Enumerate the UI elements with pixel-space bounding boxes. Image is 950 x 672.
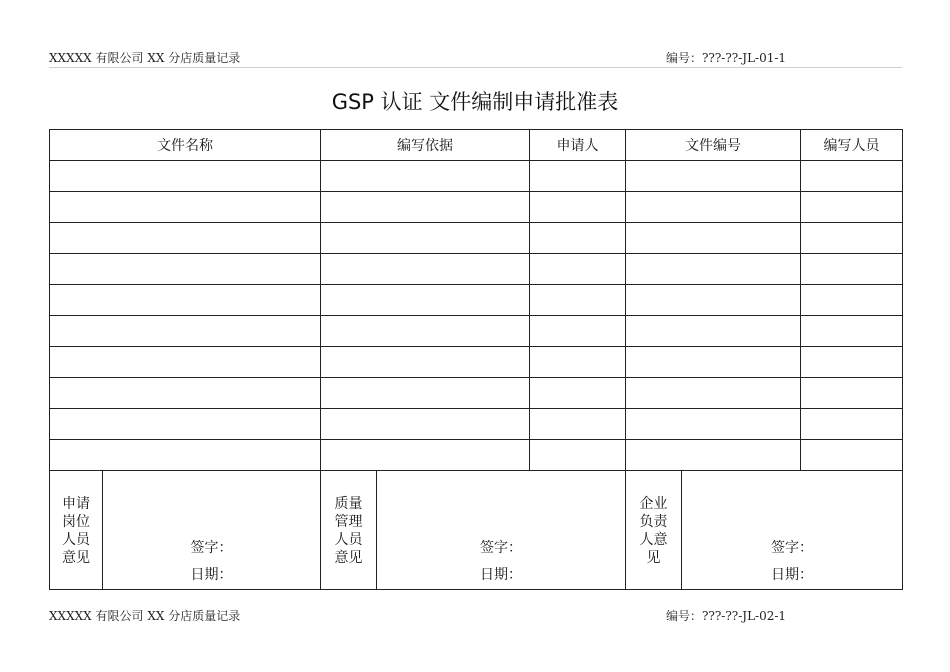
label-line: 企业 xyxy=(639,496,668,512)
applicant-cell[interactable] xyxy=(530,347,626,378)
header-record-number: 编号：???-??-JL-01-1 xyxy=(666,51,787,65)
approval-area-quality[interactable] xyxy=(377,471,626,590)
author-cell[interactable] xyxy=(801,409,903,440)
applicant-cell[interactable] xyxy=(530,378,626,409)
footer-record-number: 编号：???-??-JL-02-1 xyxy=(666,609,787,623)
author-cell[interactable] xyxy=(801,254,903,285)
table-row xyxy=(50,409,903,440)
approval-label-applicant xyxy=(50,471,103,590)
col-header-basis: 编写依据 xyxy=(321,130,530,161)
document-number-cell[interactable] xyxy=(626,378,801,409)
label-line: 意见 xyxy=(334,550,363,566)
author-cell[interactable] xyxy=(801,440,903,471)
basis-cell[interactable] xyxy=(321,440,530,471)
approval-row xyxy=(50,471,903,590)
basis-cell[interactable] xyxy=(321,409,530,440)
table-row xyxy=(50,440,903,471)
approval-label-manager xyxy=(626,471,682,590)
application-form xyxy=(49,129,902,590)
col-header-author: 编写人员 xyxy=(801,130,903,161)
document-name-cell[interactable] xyxy=(50,161,321,192)
col-header-applicant: 申请人 xyxy=(530,130,626,161)
label-line: 意见 xyxy=(62,550,90,566)
col-header-document-number: 文件编号 xyxy=(626,130,801,161)
document-number-cell[interactable] xyxy=(626,161,801,192)
table-row xyxy=(50,192,903,223)
header-divider xyxy=(49,67,902,68)
approval-area-applicant[interactable] xyxy=(103,471,321,590)
author-cell[interactable] xyxy=(801,347,903,378)
document-number-cell[interactable] xyxy=(626,254,801,285)
applicant-cell[interactable] xyxy=(530,192,626,223)
date-label: 日期： xyxy=(480,567,522,583)
label-line: 岗位 xyxy=(62,514,90,530)
label-line: 人员 xyxy=(62,532,90,548)
document-number-cell[interactable] xyxy=(626,347,801,378)
document-name-cell[interactable] xyxy=(50,254,321,285)
header-company: XXXXX 有限公司 XX 分店质量记录 xyxy=(49,51,241,65)
author-cell[interactable] xyxy=(801,161,903,192)
author-cell[interactable] xyxy=(801,192,903,223)
date-label: 日期： xyxy=(771,567,813,583)
label-line: 管理 xyxy=(334,514,363,530)
document-name-cell[interactable] xyxy=(50,316,321,347)
approval-area-manager[interactable] xyxy=(682,471,903,590)
signature-label: 签字： xyxy=(480,540,522,556)
footer-company: XXXXX 有限公司 XX 分店质量记录 xyxy=(49,609,241,623)
author-cell[interactable] xyxy=(801,316,903,347)
label-line: 申请 xyxy=(62,496,90,512)
document-name-cell[interactable] xyxy=(50,440,321,471)
basis-cell[interactable] xyxy=(321,223,530,254)
document-name-cell[interactable] xyxy=(50,192,321,223)
basis-cell[interactable] xyxy=(321,285,530,316)
table-row xyxy=(50,347,903,378)
form-title: GSP 认证 文件编制申请批准表 xyxy=(331,90,619,114)
document-number-cell[interactable] xyxy=(626,285,801,316)
basis-cell[interactable] xyxy=(321,378,530,409)
basis-cell[interactable] xyxy=(321,192,530,223)
col-header-document-name: 文件名称 xyxy=(50,130,321,161)
author-cell[interactable] xyxy=(801,378,903,409)
form-table xyxy=(49,129,903,590)
basis-cell[interactable] xyxy=(321,316,530,347)
document-name-cell[interactable] xyxy=(50,223,321,254)
document-number-cell[interactable] xyxy=(626,316,801,347)
approval-label-quality xyxy=(321,471,377,590)
basis-cell[interactable] xyxy=(321,347,530,378)
applicant-cell[interactable] xyxy=(530,161,626,192)
document-name-cell[interactable] xyxy=(50,285,321,316)
label-line: 人意 xyxy=(639,532,668,548)
author-cell[interactable] xyxy=(801,285,903,316)
table-header-row xyxy=(50,130,903,161)
signature-label: 签字： xyxy=(190,540,233,556)
applicant-cell[interactable] xyxy=(530,316,626,347)
document-number-cell[interactable] xyxy=(626,440,801,471)
document-number-cell[interactable] xyxy=(626,192,801,223)
applicant-cell[interactable] xyxy=(530,254,626,285)
label-line: 人员 xyxy=(334,532,363,548)
applicant-cell[interactable] xyxy=(530,409,626,440)
basis-cell[interactable] xyxy=(321,254,530,285)
applicant-cell[interactable] xyxy=(530,440,626,471)
table-row xyxy=(50,223,903,254)
table-row xyxy=(50,378,903,409)
table-row xyxy=(50,254,903,285)
label-line: 见 xyxy=(646,550,661,566)
document-number-cell[interactable] xyxy=(626,223,801,254)
table-row xyxy=(50,161,903,192)
author-cell[interactable] xyxy=(801,223,903,254)
document-name-cell[interactable] xyxy=(50,347,321,378)
applicant-cell[interactable] xyxy=(530,223,626,254)
basis-cell[interactable] xyxy=(321,161,530,192)
document-name-cell[interactable] xyxy=(50,378,321,409)
applicant-cell[interactable] xyxy=(530,285,626,316)
table-row xyxy=(50,316,903,347)
signature-label: 签字： xyxy=(771,540,813,556)
label-line: 负责 xyxy=(639,514,668,530)
table-row xyxy=(50,285,903,316)
document-number-cell[interactable] xyxy=(626,409,801,440)
label-line: 质量 xyxy=(334,496,363,512)
document-name-cell[interactable] xyxy=(50,409,321,440)
date-label: 日期： xyxy=(190,567,233,583)
